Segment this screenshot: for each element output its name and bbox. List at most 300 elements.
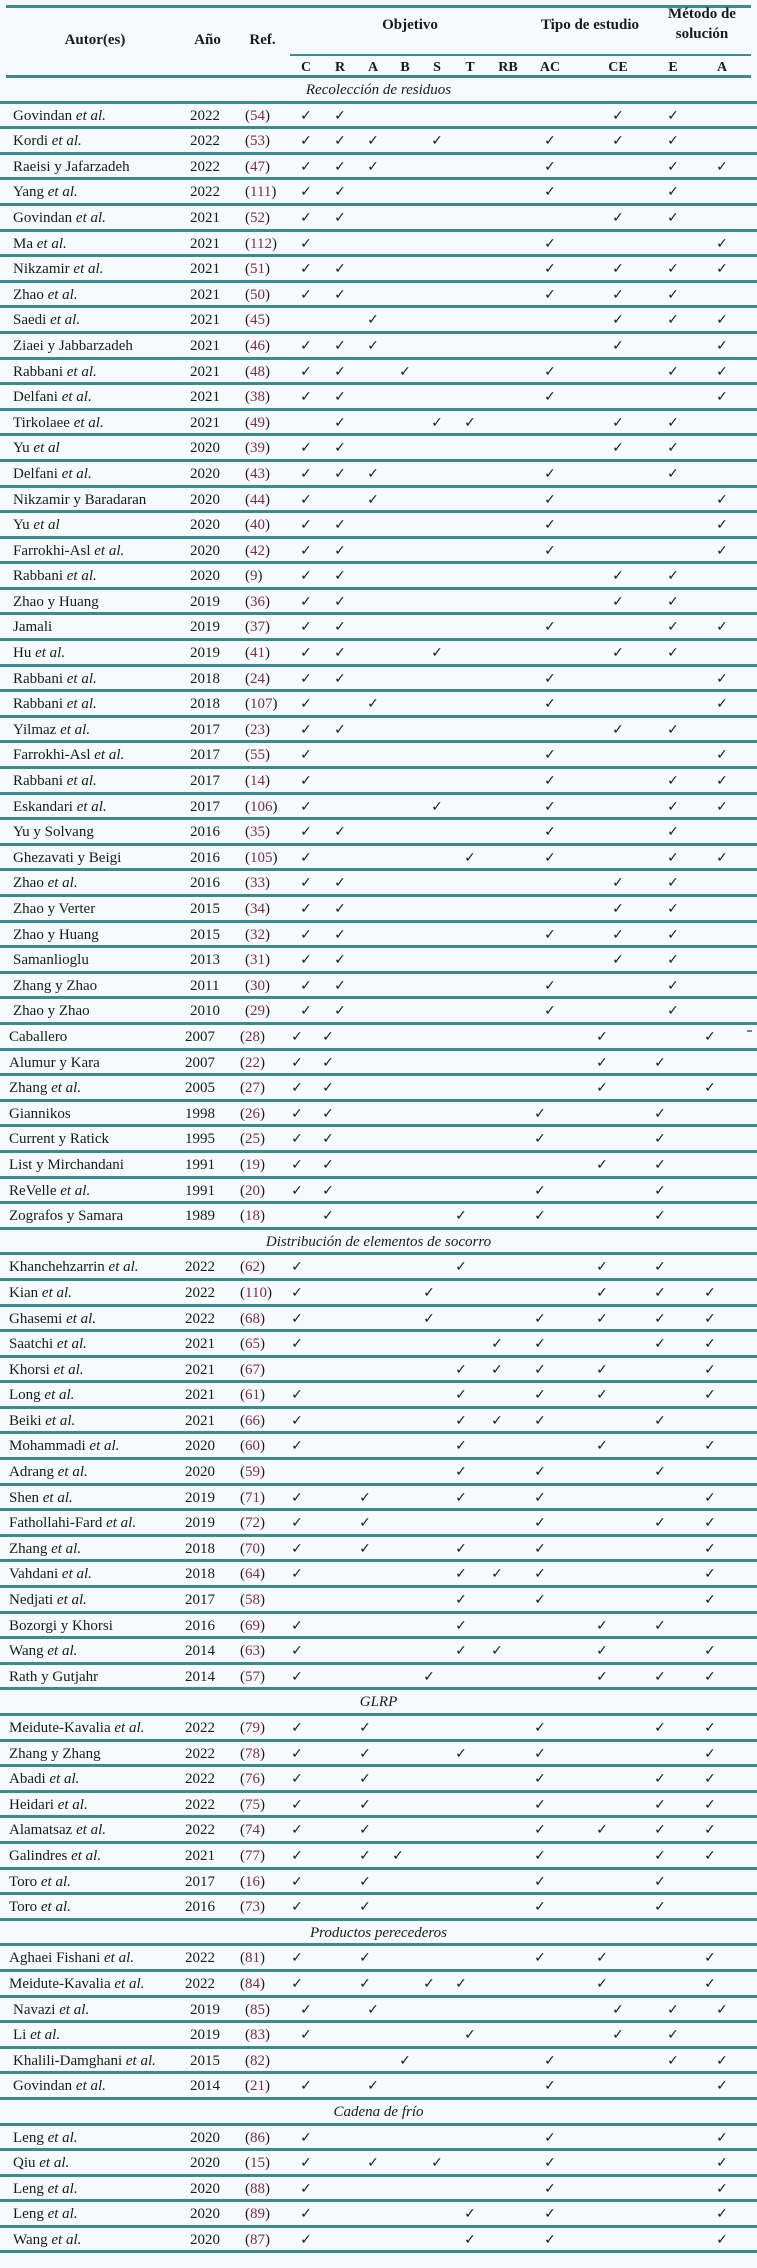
ref-cell: (65)	[240, 1336, 265, 1353]
ref-link[interactable]: 31	[250, 952, 265, 969]
ref-cell: (112)	[245, 235, 277, 252]
year-cell: 2020	[190, 2155, 220, 2172]
author-name: Raeisi y Jafarzadeh	[13, 158, 130, 175]
check-icon-e: ✓	[667, 824, 679, 841]
check-icon-ce: ✓	[596, 1284, 608, 1301]
check-icon-c: ✓	[291, 1387, 303, 1404]
author-name: List y Mirchandani	[9, 1156, 124, 1173]
ref-link[interactable]: 42	[250, 542, 265, 559]
author-cell	[13, 334, 133, 358]
check-icon-a: ✓	[367, 491, 379, 508]
author-cell	[13, 667, 97, 691]
author-cell	[9, 1332, 87, 1356]
check-icon-r: ✓	[334, 1003, 346, 1020]
ref-link[interactable]: 40	[250, 517, 265, 534]
check-icon-ce: ✓	[612, 875, 624, 892]
ref-cell: (89)	[245, 2206, 270, 2223]
check-icon-c: ✓	[291, 1412, 303, 1429]
ref-link[interactable]: 74	[245, 1822, 260, 1839]
author-name: Meidute-Kavalia	[9, 1975, 111, 1992]
check-icon-ac: ✓	[544, 261, 556, 278]
table-row	[0, 257, 757, 283]
ref-link[interactable]: 73	[245, 1899, 260, 1916]
author-name: Mohammadi	[9, 1438, 86, 1455]
check-icon-a: ✓	[367, 2078, 379, 2095]
author-cell	[9, 1511, 136, 1535]
check-icon-ce: ✓	[596, 1975, 608, 1992]
author-name: Ma	[13, 235, 33, 252]
check-icon-c: ✓	[300, 2001, 312, 2018]
ref-link[interactable]: 71	[245, 1489, 260, 1506]
ref-link[interactable]: 77	[245, 1847, 260, 1864]
check-icon-ac: ✓	[544, 491, 556, 508]
subheader-rule	[290, 54, 751, 56]
table-row	[0, 360, 757, 386]
year-cell: 2022	[190, 158, 220, 175]
check-icon-t: ✓	[455, 1745, 467, 1762]
check-icon-a2: ✓	[704, 1668, 716, 1685]
year-cell: 2021	[190, 363, 220, 380]
ref-link[interactable]: 85	[250, 2001, 265, 2018]
ref-link[interactable]: 61	[245, 1387, 260, 1404]
et-al: et al.	[57, 1796, 88, 1813]
ref-cell: (30)	[245, 977, 270, 994]
check-icon-c: ✓	[300, 2155, 312, 2172]
table-row	[0, 206, 757, 232]
ref-link[interactable]: 19	[245, 1156, 260, 1173]
check-icon-ac: ✓	[534, 1182, 546, 1199]
column-header-t: T	[465, 60, 475, 75]
table-row	[0, 641, 757, 667]
check-icon-s: ✓	[431, 2155, 443, 2172]
check-icon-ac: ✓	[534, 1745, 546, 1762]
author-cell	[13, 155, 130, 179]
ref-link[interactable]: 112	[250, 235, 272, 252]
year-cell: 2021	[190, 209, 220, 226]
check-icon-r: ✓	[322, 1028, 334, 1045]
year-cell: 2019	[185, 1489, 215, 1506]
ref-cell: (44)	[245, 491, 270, 508]
check-icon-rb: ✓	[491, 1643, 503, 1660]
year-cell: 2020	[185, 1464, 215, 1481]
check-icon-ce: ✓	[596, 1668, 608, 1685]
ref-cell: (50)	[245, 286, 270, 303]
check-icon-r: ✓	[334, 209, 346, 226]
ref-link[interactable]: 46	[250, 337, 265, 354]
ref-cell: (32)	[245, 926, 270, 943]
check-icon-ce: ✓	[612, 414, 624, 431]
ref-link[interactable]: 82	[250, 2052, 265, 2069]
ref-link[interactable]: 43	[250, 465, 265, 482]
author-name: Ziaei y Jabbarzadeh	[13, 337, 133, 354]
table-row	[0, 1946, 757, 1972]
check-icon-a: ✓	[359, 1515, 371, 1532]
header-solution-line2: solución	[675, 26, 729, 42]
author-name: Delfani	[13, 465, 58, 482]
check-icon-e: ✓	[654, 1464, 666, 1481]
check-icon-e: ✓	[667, 977, 679, 994]
check-icon-t: ✓	[455, 1438, 467, 1455]
author-name: Wang	[13, 2231, 48, 2248]
ref-link[interactable]: 24	[250, 670, 265, 687]
ref-link[interactable]: 30	[250, 977, 265, 994]
header-group-study-type: Tipo de estudio	[540, 17, 640, 33]
table-row	[0, 1818, 757, 1844]
ref-link[interactable]: 50	[250, 286, 265, 303]
check-icon-c: ✓	[291, 1515, 303, 1532]
ref-link[interactable]: 38	[250, 389, 265, 406]
check-icon-e: ✓	[654, 1208, 666, 1225]
check-icon-ac: ✓	[534, 1464, 546, 1481]
ref-link[interactable]: 14	[250, 773, 265, 790]
ref-link[interactable]: 21	[250, 2078, 265, 2095]
check-icon-t: ✓	[455, 1643, 467, 1660]
author-name: Zhang y Zhao	[13, 977, 98, 994]
check-icon-e: ✓	[654, 1131, 666, 1148]
ref-cell: (75)	[240, 1796, 265, 1813]
table-row	[0, 846, 757, 872]
table-row	[0, 488, 757, 514]
ref-cell: (53)	[245, 133, 270, 150]
ref-link[interactable]: 75	[245, 1796, 260, 1813]
author-name: Yu y Solvang	[13, 824, 94, 841]
table-row	[0, 1793, 757, 1819]
et-al: et al.	[125, 2052, 156, 2069]
check-icon-a: ✓	[359, 1873, 371, 1890]
ref-link[interactable]: 54	[250, 107, 265, 124]
author-cell	[13, 180, 78, 204]
check-icon-c: ✓	[300, 2078, 312, 2095]
ref-link[interactable]: 65	[245, 1336, 260, 1353]
check-icon-r: ✓	[334, 926, 346, 943]
year-cell: 2016	[190, 824, 220, 841]
ref-link[interactable]: 63	[245, 1643, 260, 1660]
check-icon-c: ✓	[300, 133, 312, 150]
author-cell	[13, 283, 78, 307]
ref-link[interactable]: 41	[250, 645, 265, 662]
ref-link[interactable]: 88	[250, 2180, 265, 2197]
table-row	[0, 334, 757, 360]
ref-link[interactable]: 15	[250, 2155, 265, 2172]
ref-link[interactable]: 34	[250, 901, 265, 917]
author-name: Caballero	[9, 1028, 68, 1045]
ref-cell: (9)	[245, 568, 263, 585]
et-al: et al.	[47, 1643, 78, 1660]
check-icon-r: ✓	[334, 465, 346, 482]
ref-link[interactable]: 37	[250, 619, 265, 636]
et-al: et al.	[89, 1438, 120, 1455]
ref-link[interactable]: 18	[245, 1208, 260, 1225]
ref-link[interactable]: 16	[245, 1873, 260, 1890]
check-icon-c: ✓	[300, 286, 312, 303]
author-name: Zografos y Samara	[9, 1208, 124, 1225]
ref-link[interactable]: 47	[250, 158, 265, 175]
check-icon-c: ✓	[300, 517, 312, 534]
ref-link[interactable]: 52	[250, 209, 265, 226]
check-icon-a: ✓	[359, 1822, 371, 1839]
year-cell: 2019	[190, 2001, 220, 2018]
ref-link[interactable]: 27	[245, 1080, 260, 1097]
ref-link[interactable]: 53	[250, 133, 265, 150]
check-icon-r: ✓	[334, 158, 346, 175]
author-cell	[13, 257, 103, 281]
et-al: et al.	[51, 133, 82, 150]
check-icon-c: ✓	[300, 568, 312, 585]
year-cell: 2016	[185, 1617, 215, 1634]
check-icon-ac: ✓	[544, 798, 556, 815]
check-icon-r: ✓	[334, 952, 346, 969]
author-name: Zhao y Huang	[13, 926, 99, 943]
check-icon-c: ✓	[300, 2206, 312, 2223]
ref-link[interactable]: 62	[245, 1259, 260, 1276]
author-name: Farrokhi-Asl	[13, 747, 91, 764]
check-icon-c: ✓	[291, 1156, 303, 1173]
check-icon-a2: ✓	[716, 773, 728, 790]
check-icon-a2: ✓	[716, 670, 728, 687]
ref-link[interactable]: 51	[250, 261, 265, 278]
ref-link[interactable]: 33	[250, 875, 265, 892]
check-icon-ac: ✓	[534, 1899, 546, 1916]
check-icon-c: ✓	[300, 849, 312, 866]
year-cell: 2020	[190, 2129, 220, 2146]
check-icon-e: ✓	[654, 1720, 666, 1736]
ref-link[interactable]: 60	[245, 1438, 260, 1455]
ref-link[interactable]: 69	[245, 1617, 260, 1634]
ref-link[interactable]: 26	[245, 1105, 260, 1122]
check-icon-r: ✓	[334, 363, 346, 380]
author-name: Rath y Gutjahr	[9, 1668, 99, 1685]
ref-link[interactable]: 64	[245, 1566, 260, 1583]
table-row	[0, 1204, 757, 1230]
check-icon-ac: ✓	[544, 2155, 556, 2172]
year-cell: 2022	[190, 184, 220, 201]
column-header-c: C	[300, 60, 312, 75]
check-icon-ac: ✓	[534, 1540, 546, 1557]
et-al: et al.	[36, 235, 67, 252]
table-row	[0, 667, 757, 693]
ref-cell: (86)	[245, 2129, 270, 2146]
check-icon-c: ✓	[291, 1054, 303, 1071]
et-al: et al.	[56, 1336, 87, 1353]
author-cell	[9, 1383, 74, 1407]
ref-cell: (41)	[245, 645, 270, 662]
ref-cell: (76)	[240, 1771, 265, 1788]
check-icon-e: ✓	[654, 1412, 666, 1429]
check-icon-ac: ✓	[544, 389, 556, 406]
ref-link[interactable]: 20	[245, 1182, 260, 1199]
ref-cell: (70)	[240, 1540, 265, 1557]
check-icon-c: ✓	[291, 1745, 303, 1762]
check-icon-e: ✓	[667, 261, 679, 278]
author-cell	[9, 1716, 144, 1740]
author-cell	[13, 360, 97, 384]
ref-link[interactable]: 9	[250, 568, 258, 585]
ref-link[interactable]: 66	[245, 1412, 260, 1429]
check-icon-e: ✓	[654, 1182, 666, 1199]
ref-link[interactable]: 70	[245, 1540, 260, 1557]
check-icon-c: ✓	[300, 363, 312, 380]
ref-cell: (39)	[245, 440, 270, 457]
ref-cell: (110)	[240, 1284, 272, 1301]
ref-link[interactable]: 111	[250, 184, 272, 201]
table-row	[0, 1434, 757, 1460]
author-name: Bozorgi y Khorsi	[9, 1617, 113, 1634]
ref-link[interactable]: 55	[250, 747, 265, 764]
table-row	[0, 1307, 757, 1333]
ref-link[interactable]: 67	[245, 1361, 260, 1378]
ref-cell: (82)	[245, 2052, 270, 2069]
check-icon-ac: ✓	[544, 773, 556, 790]
check-icon-e: ✓	[667, 593, 679, 610]
check-icon-a2: ✓	[704, 1080, 716, 1097]
check-icon-c: ✓	[291, 1975, 303, 1992]
check-icon-e: ✓	[667, 721, 679, 738]
author-name: Rabbani	[13, 670, 63, 687]
ref-link[interactable]: 59	[245, 1464, 260, 1481]
check-icon-r: ✓	[334, 593, 346, 610]
check-icon-c: ✓	[291, 1080, 303, 1097]
year-cell: 2021	[190, 312, 220, 329]
et-al: et al.	[39, 2155, 70, 2172]
check-icon-ac: ✓	[544, 158, 556, 175]
ref-cell: (20)	[240, 1182, 265, 1199]
et-al: et al.	[51, 1540, 82, 1557]
ref-cell: (18)	[240, 1208, 265, 1225]
ref-link[interactable]: 110	[245, 1284, 267, 1301]
author-name: Nikzamir y Baradaran	[13, 491, 147, 508]
ref-link[interactable]: 87	[250, 2231, 265, 2248]
table-row	[0, 1588, 757, 1614]
author-cell	[9, 1358, 84, 1382]
ref-link[interactable]: 25	[245, 1131, 260, 1148]
ref-link[interactable]: 39	[250, 440, 265, 457]
check-icon-a: ✓	[367, 465, 379, 482]
check-icon-t: ✓	[455, 1464, 467, 1481]
column-header-a2: A	[716, 60, 728, 75]
author-cell	[13, 436, 60, 460]
ref-link[interactable]: 57	[245, 1668, 260, 1685]
et-al: et al.	[47, 2129, 78, 2146]
author-name: Kordi	[13, 133, 48, 150]
author-cell	[13, 564, 97, 588]
check-icon-e: ✓	[654, 1873, 666, 1890]
ref-cell: (83)	[245, 2027, 270, 2044]
ref-link[interactable]: 68	[245, 1310, 260, 1327]
check-icon-a2: ✓	[704, 1745, 716, 1762]
author-name: Rabbani	[13, 568, 63, 585]
check-icon-ce: ✓	[612, 645, 624, 662]
year-cell: 2020	[190, 542, 220, 559]
author-cell	[9, 1588, 87, 1612]
check-icon-a2: ✓	[716, 491, 728, 508]
ref-link[interactable]: 22	[245, 1054, 260, 1071]
ref-link[interactable]: 105	[250, 849, 273, 866]
author-cell	[13, 999, 90, 1023]
check-icon-a2: ✓	[716, 235, 728, 252]
author-cell	[9, 1127, 109, 1151]
ref-link[interactable]: 44	[250, 491, 265, 508]
check-icon-ac: ✓	[544, 1003, 556, 1020]
ref-link[interactable]: 32	[250, 926, 265, 943]
ref-cell: (107)	[245, 696, 278, 713]
ref-link[interactable]: 72	[245, 1515, 260, 1532]
author-cell	[9, 1102, 71, 1126]
author-name: Long	[9, 1387, 41, 1404]
ref-link[interactable]: 35	[250, 824, 265, 841]
year-cell: 2019	[185, 1515, 215, 1532]
year-cell: 1989	[185, 1208, 215, 1225]
check-icon-s: ✓	[423, 1668, 435, 1685]
check-icon-e: ✓	[667, 2027, 679, 2044]
ref-cell: (74)	[240, 1822, 265, 1839]
author-cell	[9, 1895, 71, 1919]
ref-link[interactable]: 107	[250, 696, 273, 713]
author-cell	[13, 232, 67, 256]
ref-link[interactable]: 58	[245, 1592, 260, 1609]
check-icon-a2: ✓	[704, 1592, 716, 1609]
author-name: ReVelle	[9, 1182, 57, 1199]
check-icon-ac: ✓	[534, 1847, 546, 1864]
ref-link[interactable]: 45	[250, 312, 265, 329]
check-icon-c: ✓	[300, 2129, 312, 2146]
check-icon-ce: ✓	[596, 1387, 608, 1404]
ref-link[interactable]: 86	[250, 2129, 265, 2146]
check-icon-ac: ✓	[544, 2231, 556, 2248]
ref-link[interactable]: 81	[245, 1950, 260, 1967]
check-icon-e: ✓	[667, 209, 679, 226]
ref-link[interactable]: 83	[250, 2027, 265, 2044]
ref-link[interactable]: 79	[245, 1720, 260, 1736]
ref-link[interactable]: 36	[250, 593, 265, 610]
check-icon-a: ✓	[367, 2001, 379, 2018]
ref-link[interactable]: 76	[245, 1771, 260, 1788]
et-al: et al.	[47, 875, 78, 892]
check-icon-c: ✓	[291, 1489, 303, 1506]
year-cell: 2022	[185, 1771, 215, 1788]
author-name: Abadi	[9, 1771, 46, 1788]
ref-cell: (40)	[245, 517, 270, 534]
check-icon-c: ✓	[300, 824, 312, 841]
table-row	[0, 743, 757, 769]
check-icon-ce: ✓	[612, 568, 624, 585]
table-row	[0, 1870, 757, 1896]
year-cell: 2017	[185, 1592, 215, 1609]
ref-link[interactable]: 49	[250, 414, 265, 431]
check-icon-r: ✓	[334, 107, 346, 124]
et-al: et al.	[35, 645, 66, 662]
check-icon-a2: ✓	[704, 1310, 716, 1327]
author-cell	[13, 2049, 156, 2073]
check-icon-ac: ✓	[544, 747, 556, 764]
ref-link[interactable]: 84	[245, 1975, 260, 1992]
ref-link[interactable]: 28	[245, 1028, 260, 1045]
year-cell: 2022	[185, 1284, 215, 1301]
check-icon-a: ✓	[359, 1975, 371, 1992]
et-al: et al.	[108, 1259, 139, 1276]
check-icon-c: ✓	[300, 593, 312, 610]
ref-link[interactable]: 78	[245, 1745, 260, 1762]
ref-link[interactable]: 23	[250, 721, 265, 738]
check-icon-ce: ✓	[612, 721, 624, 738]
year-cell: 2019	[190, 593, 220, 610]
ref-link[interactable]: 29	[250, 1003, 265, 1020]
ref-link[interactable]: 48	[250, 363, 265, 380]
check-icon-ce: ✓	[596, 1361, 608, 1378]
ref-link[interactable]: 89	[250, 2206, 265, 2223]
check-icon-c: ✓	[300, 798, 312, 815]
ref-link[interactable]: 106	[250, 798, 273, 815]
check-icon-t: ✓	[464, 2206, 476, 2223]
